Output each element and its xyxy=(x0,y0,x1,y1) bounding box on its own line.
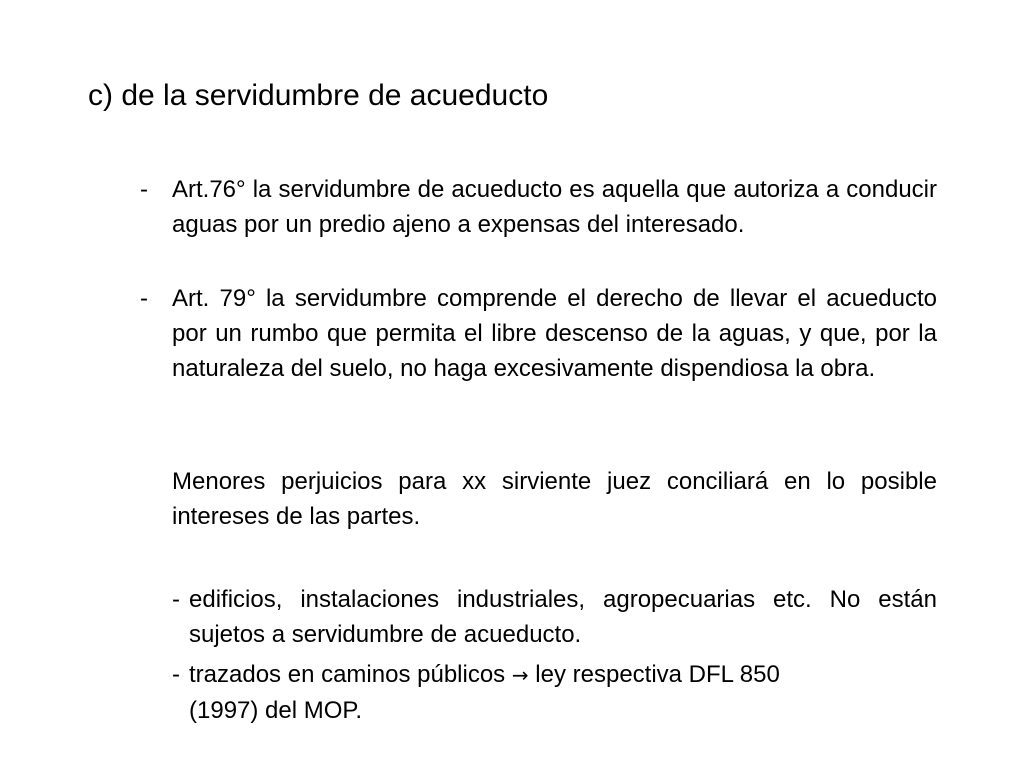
article-79-item xyxy=(140,281,937,386)
trazados-text-before: trazados en caminos públicos xyxy=(189,661,506,688)
menores-perjuicios-text: Menores perjuicios para xx sirviente juez conciliará en lo posible intereses de las partes. xyxy=(172,468,937,530)
bullet-dash: - xyxy=(140,285,148,312)
slide-title: c) de la servidumbre de acueducto xyxy=(88,79,549,112)
bullet-dash: - xyxy=(140,176,148,203)
trazados-item xyxy=(172,657,937,728)
article-76-text: Art.76° la servidumbre de acueducto es aquella que autoriza a conducir aguas por un predio ajeno a expensas del interesado. xyxy=(172,176,937,238)
edificios-item xyxy=(172,582,937,652)
trazados-text-after: ley respectiva DFL 850 xyxy=(535,661,780,688)
trazados-text-line2: (1997) del MOP. xyxy=(189,697,362,724)
article-76-item xyxy=(140,172,937,242)
right-arrow-icon: → xyxy=(511,663,529,687)
trazados-text xyxy=(189,657,937,728)
menores-perjuicios-paragraph xyxy=(172,464,937,534)
article-79-text: Art. 79° la servidumbre comprende el derecho de llevar el acueducto por un rumbo que permita el libre descenso de la aguas, y que, por la naturaleza del suelo, no haga excesivamente dispendiosa la obra. xyxy=(172,285,937,382)
bullet-dash: - xyxy=(172,586,180,613)
bullet-dash: - xyxy=(172,661,180,688)
edificios-text: edificios, instalaciones industriales, agropecuarias etc. No están sujetos a servidumbre de acueducto. xyxy=(189,586,937,648)
